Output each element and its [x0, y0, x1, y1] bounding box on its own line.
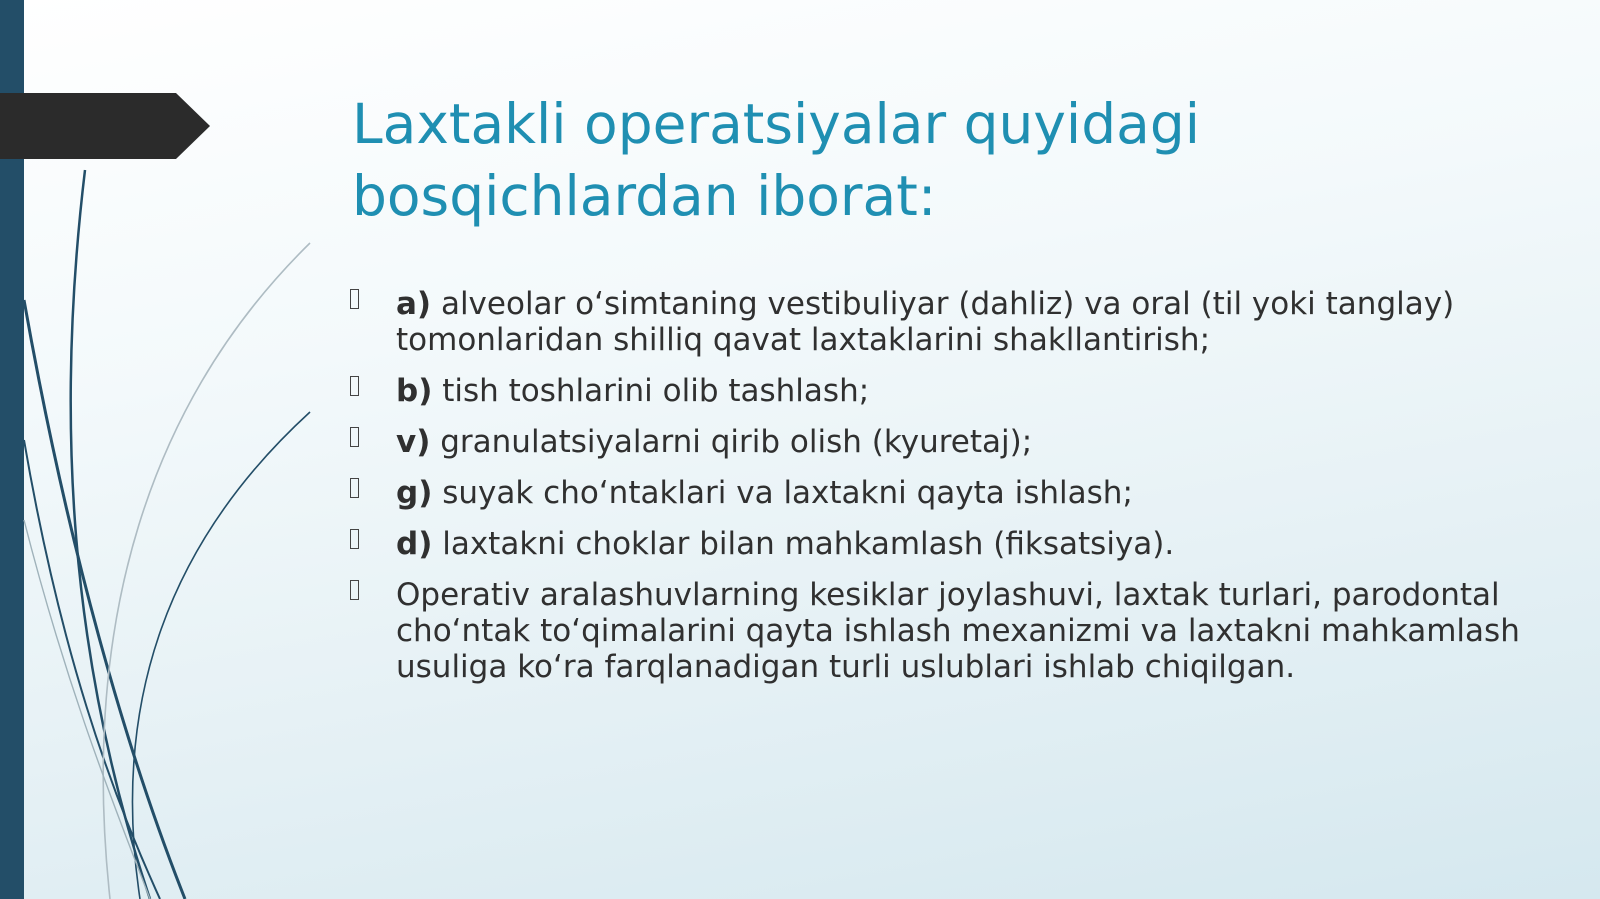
- bullet-key: b): [396, 373, 433, 409]
- bullet-text: granulatsiyalarni qirib olish (kyuretaj);: [430, 424, 1033, 460]
- list-item: [350, 424, 1550, 460]
- bullet-text: tish toshlarini olib tashlash;: [432, 373, 870, 409]
- bullet-list: [350, 286, 1550, 700]
- bullet-key: v): [396, 424, 431, 460]
- bullet-text: laxtakni choklar bilan mahkamlash (fiksatsiya).: [432, 526, 1175, 562]
- list-item: [350, 475, 1550, 511]
- bullet-icon: [350, 529, 359, 549]
- bullet-icon: [350, 427, 359, 447]
- bullet-icon: [350, 376, 359, 396]
- bullet-text: suyak cho‘ntaklari va laxtakni qayta ishlash;: [432, 475, 1133, 511]
- bullet-icon: [350, 580, 359, 600]
- list-item: [350, 526, 1550, 562]
- bullet-key: a): [396, 286, 432, 322]
- bullet-key: d): [396, 526, 433, 562]
- bullet-icon: [350, 289, 359, 309]
- title-arrow-tab: [0, 93, 210, 159]
- list-item: [350, 373, 1550, 409]
- bullet-icon: [350, 478, 359, 498]
- bullet-key: g): [396, 475, 433, 511]
- slide-title: Laxtakli operatsiyalar quyidagi bosqichlardan iborat:: [352, 92, 1201, 228]
- list-item: [350, 286, 1550, 358]
- bullet-text: Operativ aralashuvlarning kesiklar joylashuvi, laxtak turlari, parodontal cho‘ntak to‘qimalarini qayta ishlash mexanizmi va laxtakni mahkamlash usuliga ko‘ra farqlanadigan turli uslublari ishlab chiqilgan.: [396, 577, 1520, 685]
- list-item: [350, 577, 1550, 685]
- bullet-text: alveolar o‘simtaning vestibuliyar (dahliz) va oral (til yoki tanglay) tomonlaridan shilliq qavat laxtaklarini shakllantirish;: [396, 286, 1455, 358]
